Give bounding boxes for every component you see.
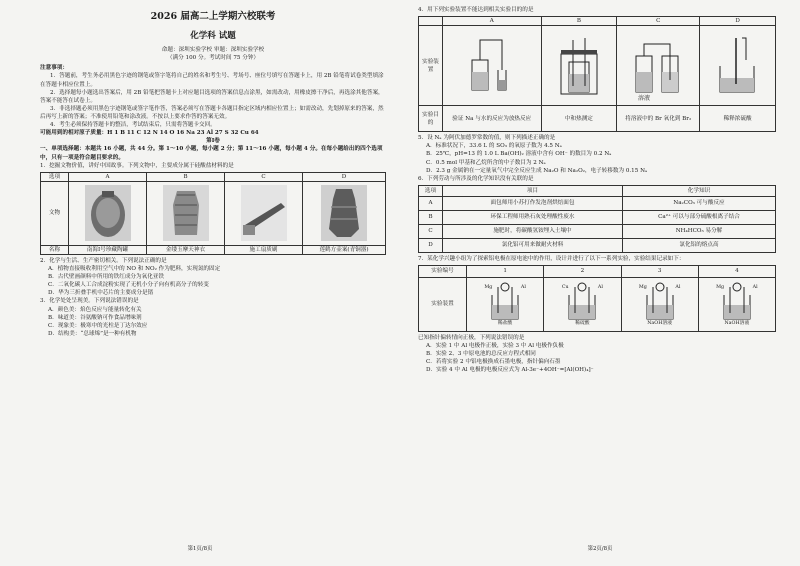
apparatus-d-diagram	[700, 26, 776, 106]
question-2: 2．化学与生活、生产密切相关。下列说法正确的是	[40, 257, 167, 264]
q1-table	[40, 172, 386, 255]
right-page	[400, 0, 800, 566]
q7-num-4: 4	[698, 265, 775, 277]
authors: 命题：深圳实验学校 审题：深圳实验学校	[161, 47, 265, 54]
atomic-masses: 可能用到的相对原子质量：H 1 B 11 C 12 N 14 O 16 Na 23 Al 27 S 32 Cu 64	[40, 130, 259, 137]
q2-option-b: B．古代壁画颜料中所用的铁红成分为氧化亚铁	[48, 274, 164, 281]
question-4: 4．用下列实验装置不能达到相关实验目的的是	[418, 7, 534, 13]
question-1: 1．挖掘文物价值，讲好中国故事。下列文物中，主要成分属于硅酸盐材料的是	[40, 162, 234, 169]
notice-2: 2．选择题每小题选出答案后，用 2B 铅笔把答题卡上对应题目选项的答案信息点涂黑，如需改动，用橡皮擦干净后，再选涂其他答案，答案不能答在试卷上。	[40, 89, 384, 104]
q3-option-a: A．颜色美：焰色反应与能量转化有关	[48, 306, 142, 313]
q4-head-b: B	[541, 17, 617, 26]
relic-d-name: 莲鹤方壶案(青铜器)	[303, 245, 386, 254]
q5-option-c: C．0.5 mol 甲基和乙烷所含的中子数目为 2 Nₐ	[426, 159, 546, 166]
q7-note: 已知指针偏转情向正极，下列说法错误的是	[418, 334, 525, 341]
svg-text:溶液: 溶液	[638, 94, 651, 102]
q6-table	[418, 185, 776, 253]
q6-row-b-knowledge: Ca²⁺ 可以与部分硫酸根离子结合	[623, 210, 776, 224]
q7-option-d: D．实验 4 中 Al 电极的电极反应式为 Al-3e⁻+4OH⁻=[Al(OH)₄]⁻	[426, 367, 594, 374]
right-page-number: 第2页/8页	[587, 546, 613, 553]
notice-3: 3．非选择题必须用黑色字迹钢笔或签字笔作答，答案必须写在答题卡各题目指定区域内相应位置上；如需改动，先划掉原来的答案，然后再写上新的答案；不准使用铅笔和涂改液。不按以上要求作答的答案无效。	[40, 105, 384, 120]
relic-c-photo	[225, 181, 303, 245]
question-3: 3．化学处处呈现美。下列说法错误的是	[40, 298, 139, 305]
notice-4: 4．考生必须保持答题卡的整洁，考试结束后，只需将答题卡交回。	[50, 122, 216, 129]
q4-table	[418, 16, 776, 132]
q6-row-c-item: 施肥时，将碳酸氢铵埋入土壤中	[443, 224, 623, 238]
q7-option-c: C．若将实验 2 中铝电极换成石墨电极，指针偏向石墨	[426, 359, 561, 366]
q6-head-option: 选项	[419, 185, 443, 196]
apparatus-a-diagram	[443, 26, 542, 106]
q7-option-b: B．实验 2、3 中原电池的总反应方程式相同	[426, 351, 536, 358]
q6-row-c-knowledge: NH₄HCO₃ 易分解	[623, 224, 776, 238]
volume-label: 第Ⅰ卷	[206, 138, 220, 145]
notice-heading: 注意事项：	[40, 65, 68, 72]
cell-3-solution: NaOH溶液	[647, 321, 673, 327]
question-7: 7．某化学兴趣小组为了探索铝电极在原电池中的作用，设计并进行了以下一系列实验，实验结果记录如下：	[418, 255, 685, 262]
q3-option-d: D．结构美：“总球烯”是一种有机物	[48, 330, 137, 337]
q4-head-blank	[419, 17, 443, 26]
q4-row-label-purpose: 实验目的	[419, 106, 443, 132]
notice-1: 1．答题前，考生务必用黑色字迹的钢笔或签字笔将自己的姓名和考生号、考场号、座位号填写在答题卡上，用 2B 铅笔将试卷类型填涂在答题卡相应位置上。	[40, 73, 384, 88]
cell-2-solution: 稀硫酸	[575, 321, 590, 327]
q3-option-c: C．现象美：极寒中的光柱是丁达尔效应	[48, 322, 148, 329]
cell-2-diagram	[544, 277, 621, 331]
q2-option-d: D．华为三折叠手机中芯片的主要成分是锗	[48, 290, 154, 297]
cell-1-diagram	[467, 277, 544, 331]
q3-option-b: B．味道美：谷氨酸钠可作食品增味剂	[48, 314, 142, 321]
q1-head-a: A	[69, 172, 147, 181]
cell-2-left-electrode: Cu	[561, 284, 569, 290]
q6-row-d-item: 氯化铝可用来做耐火材料	[443, 238, 623, 252]
q6-row-d-knowledge: 氯化铝的熔点高	[623, 238, 776, 252]
cell-3-left-electrode: Mg	[638, 284, 647, 290]
section1-heading: 一、单项选择题：本题共 16 小题，共 44 分。第 1～10 小题，每小题 2 分；第 11～16 小题，每小题 4 分。在每小题给出的四个选项中，只有一项是符合题目要求的。	[40, 146, 383, 161]
cell-3-diagram	[621, 277, 698, 331]
q7-num-2: 2	[544, 265, 621, 277]
q5-option-a: A．标准状况下，33.6 L 的 SO₃ 的氧原子数为 4.5 Nₐ	[426, 143, 562, 150]
relic-c-name: 施工扇质刷	[225, 245, 303, 254]
apparatus-b-diagram	[541, 26, 617, 106]
q6-head-knowledge: 化学知识	[623, 185, 776, 196]
q1-head-option: 选项	[41, 172, 69, 181]
exam-title: 2026 届高二上学期六校联考	[150, 11, 276, 22]
q7-label-device: 实验装置	[419, 277, 467, 331]
purpose-b: 中和热测定	[541, 106, 617, 132]
q4-head-a: A	[443, 17, 542, 26]
q6-row-d-option: D	[419, 238, 443, 252]
q7-label-number: 实验编号	[419, 265, 467, 277]
cell-2-right-electrode: Al	[597, 284, 603, 290]
cell-1-left-electrode: Mg	[484, 284, 493, 290]
q1-head-c: C	[225, 172, 303, 181]
q7-num-1: 1	[467, 265, 544, 277]
q6-row-a-knowledge: Na₂CO₃ 可与酸反应	[623, 196, 776, 210]
q2-option-c: C．二氧化碳人工合成淀粉实现了无机小分子向有机高分子的转变	[48, 282, 209, 289]
q6-row-a-option: A	[419, 196, 443, 210]
cell-4-right-electrode: Al	[752, 284, 758, 290]
q6-row-b-option: B	[419, 210, 443, 224]
q4-head-c: C	[617, 17, 700, 26]
purpose-c: 将溶液中的 Br 氧化到 Br₂	[617, 106, 700, 132]
left-page-number: 第1页/8页	[187, 546, 213, 553]
cell-4-diagram	[698, 277, 775, 331]
q6-head-item: 项目	[443, 185, 623, 196]
relic-b-name: 金缕玉摩天神衣	[147, 245, 225, 254]
relic-a-photo	[69, 181, 147, 245]
relic-d-photo	[303, 181, 386, 245]
question-5: 5．设 Nₐ 为阿伏加德罗常数的值，则下列描述正确的是	[418, 135, 556, 142]
cell-4-left-electrode: Mg	[716, 284, 725, 290]
q6-row-c-option: C	[419, 224, 443, 238]
purpose-a: 验证 Na 与水的反应为放热反应	[443, 106, 542, 132]
q5-option-d: D．2.3 g 金属钠在一定量氧气中完全反应生成 Na₂O 和 Na₂O₂，电子转移数为 0.15 Nₐ	[426, 167, 648, 174]
q6-row-b-item: 环保工程师用熟石灰处理酸性废水	[443, 210, 623, 224]
q1-row-label-relic: 文物	[41, 181, 69, 245]
q1-head-b: B	[147, 172, 225, 181]
apparatus-c-diagram	[617, 26, 700, 106]
relic-b-photo	[147, 181, 225, 245]
subject-title: 化学科 试题	[190, 30, 236, 41]
question-6: 6．下列劳动与所涉及的化学知识没有关联的是	[418, 175, 534, 182]
q7-option-a: A．实验 1 中 Al 电极作正极，实验 3 中 Al 电极作负极	[426, 343, 564, 350]
q6-row-a-item: 面包师用小苏打作发泡剂烘焙面包	[443, 196, 623, 210]
q5-option-b: B．25℃，pH=13 的 1.0 L Ba(OH)₂ 溶液中含有 OH⁻ 的数目为 0.2 Nₐ	[426, 151, 612, 158]
q4-head-d: D	[700, 17, 776, 26]
cell-1-right-electrode: Al	[520, 284, 526, 290]
q2-option-a: A．植物直接吸收利用空气中的 NO 和 NO₂ 作为肥料，实现氮的固定	[48, 266, 221, 273]
cell-1-solution: 稀盐酸	[497, 321, 513, 327]
score-time: （满分 100 分。考试时间 75 分钟）	[166, 55, 260, 62]
relic-a-name: 南海Ⅰ号珍藏陶罐	[69, 245, 147, 254]
q1-head-d: D	[303, 172, 386, 181]
q1-row-label-name: 名称	[41, 245, 69, 254]
q7-num-3: 3	[621, 265, 698, 277]
q7-table	[418, 265, 776, 332]
cell-4-solution: NaOH溶液	[724, 321, 750, 327]
purpose-d: 稀释浓硫酸	[700, 106, 776, 132]
cell-3-right-electrode: Al	[675, 284, 681, 290]
q4-row-label-device: 实验装置	[419, 26, 443, 106]
